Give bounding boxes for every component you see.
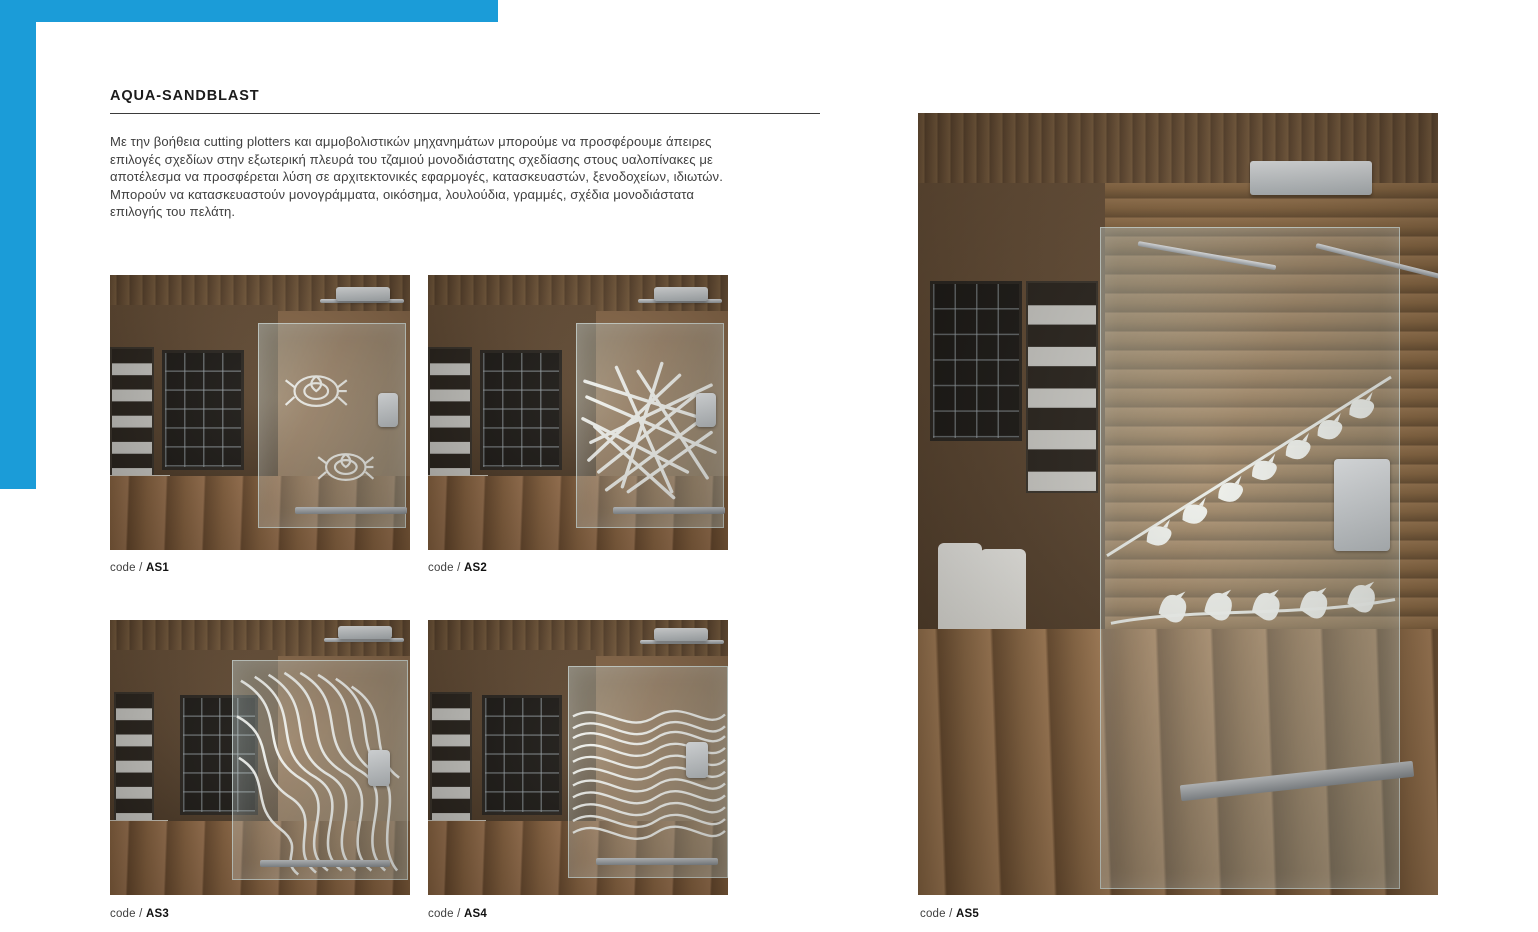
product-image-as2[interactable] [428, 275, 728, 550]
page-title: AQUA-SANDBLAST [110, 88, 260, 104]
floor-drain [295, 507, 407, 514]
towel-cabinet [1026, 281, 1098, 493]
shower-head [654, 628, 708, 641]
product-image-as1[interactable] [110, 275, 410, 550]
product-caption-as3 [110, 908, 169, 920]
shower-head [336, 287, 390, 301]
side-tab [0, 22, 36, 489]
product-caption-as4 [428, 908, 487, 920]
window-grid-icon [162, 350, 244, 470]
body-paragraph [110, 133, 730, 221]
body-paragraph-text: Με την βοήθεια cutting plotters και αμμοβολιστικών μηχανημάτων μπορούμε να προσφέρουμε άπειρες επιλογές σχεδίων στην εξωτερική πλευρά του τζαμιού μονοδιάστατης σχεδίασης στους υαλοπίνακες με αποτέλεσμα να προσφέρεται λύση σε αρχιτεκτονικές εφαρμογές, κατασκευαστών, ξενοδοχείων, ιδιωτών. Μπορούν να κατασκευαστούν μονογράμματα, οικόσημα, λουλούδια, γραμμές, σχέδια μονοδιάστατα επιλογής του πελάτη. [110, 134, 723, 220]
window-grid-icon [930, 281, 1022, 441]
shower-control-panel [378, 393, 398, 427]
product-caption-as2 [428, 562, 487, 574]
shower-head [654, 287, 708, 301]
shower-control-panel [368, 750, 390, 786]
caption-prefix: code / [110, 908, 146, 920]
floor-drain [613, 507, 725, 514]
towel-cabinet [110, 347, 154, 482]
towel-cabinet [428, 347, 472, 482]
window-grid-icon [482, 695, 562, 815]
shower-control-panel [686, 742, 708, 778]
product-caption-as5 [920, 908, 979, 920]
caption-prefix: code / [110, 562, 146, 574]
caption-code: AS4 [463, 908, 487, 920]
caption-code: AS5 [955, 908, 979, 920]
title-divider [110, 113, 820, 114]
shower-head [338, 626, 392, 639]
caption-prefix: code / [428, 562, 464, 574]
caption-code: AS3 [145, 908, 169, 920]
product-image-as5[interactable] [918, 113, 1438, 895]
floor-drain [260, 860, 390, 867]
product-image-as4[interactable] [428, 620, 728, 895]
floor-drain [596, 858, 718, 865]
towel-cabinet [430, 692, 472, 827]
window-grid-icon [480, 350, 562, 470]
caption-code: AS2 [463, 562, 487, 574]
towel-cabinet [114, 692, 154, 827]
shower-head [1250, 161, 1372, 195]
product-caption-as1 [110, 562, 169, 574]
shower-control-panel [696, 393, 716, 427]
caption-code: AS1 [145, 562, 169, 574]
caption-prefix: code / [428, 908, 464, 920]
product-image-as3[interactable] [110, 620, 410, 895]
caption-prefix: code / [920, 908, 956, 920]
shower-control-panel[interactable] [1334, 459, 1390, 551]
top-accent-bar [0, 0, 498, 22]
